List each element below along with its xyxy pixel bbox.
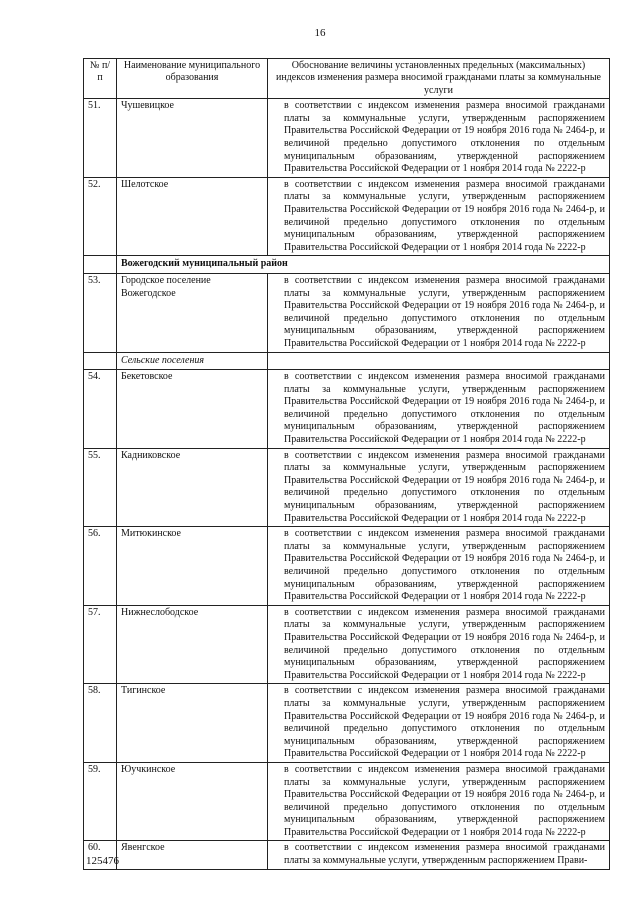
municipality-name: Кадниковское bbox=[117, 448, 268, 527]
subsection-empty bbox=[268, 352, 610, 370]
row-number: 59. bbox=[84, 762, 117, 841]
header-basis: Обоснование величины установленных предельных (максимальных) индексов изменения размера вносимой гражданами платы за коммунальные услуги bbox=[268, 59, 610, 99]
row-number: 60. bbox=[84, 841, 117, 869]
row-number: 51. bbox=[84, 99, 117, 178]
basis-cell bbox=[268, 448, 610, 527]
table-row bbox=[84, 605, 610, 684]
basis-text: в соответствии с индексом изменения размера вносимой гражданами платы за коммунальные услуги, утвержденным распоряжением Правительства Российской Федерации от 19 ноября 2016 года № 2464-р, и величиной предельно допустимого отклонения по отдельным муниципальным образованиям, утвержденной распоряжением Правительства Российской Федерации от 1 ноября 2014 года № 2222-р bbox=[284, 685, 605, 760]
basis-cell bbox=[268, 273, 610, 352]
municipality-name: Явенгское bbox=[117, 841, 268, 869]
table-header-row bbox=[84, 59, 610, 99]
basis-cell bbox=[268, 605, 610, 684]
tariff-index-table bbox=[83, 58, 610, 870]
table-row bbox=[84, 273, 610, 352]
section-title: Вожегодский муниципальный район bbox=[117, 256, 610, 274]
row-number: 54. bbox=[84, 370, 117, 449]
section-row bbox=[84, 256, 610, 274]
basis-cell bbox=[268, 841, 610, 869]
basis-cell bbox=[268, 684, 610, 763]
header-municipality: Наименование муниципального образования bbox=[117, 59, 268, 99]
basis-text: в соответствии с индексом изменения размера вносимой гражданами платы за коммунальные услуги, утвержденным распоряжением Правительства Российской Федерации от 19 ноября 2016 года № 2464-р, и величиной предельно допустимого отклонения по отдельным муниципальным образованиям, утвержденной распоряжением Правительства Российской Федерации от 1 ноября 2014 года № 2222-р bbox=[284, 274, 605, 349]
basis-text: в соответствии с индексом изменения размера вносимой гражданами платы за коммунальные услуги, утвержденным распоряжением Прави- bbox=[284, 842, 605, 867]
basis-text: в соответствии с индексом изменения размера вносимой гражданами платы за коммунальные услуги, утвержденным распоряжением Правительства Российской Федерации от 19 ноября 2016 года № 2464-р, и величиной предельно допустимого отклонения по отдельным муниципальным образованиям, утвержденной распоряжением Правительства Российской Федерации от 1 ноября 2014 года № 2222-р bbox=[284, 449, 605, 524]
table-body bbox=[84, 99, 610, 869]
subsection-spacer bbox=[84, 352, 117, 370]
row-number: 53. bbox=[84, 273, 117, 352]
basis-cell bbox=[268, 527, 610, 606]
section-spacer bbox=[84, 256, 117, 274]
basis-cell bbox=[268, 762, 610, 841]
municipality-name: Бекетовское bbox=[117, 370, 268, 449]
document-code: 125476 bbox=[86, 855, 119, 867]
row-number: 57. bbox=[84, 605, 117, 684]
table-row bbox=[84, 841, 610, 869]
page-number: 16 bbox=[314, 27, 326, 39]
table-row bbox=[84, 99, 610, 178]
basis-text: в соответствии с индексом изменения размера вносимой гражданами платы за коммунальные услуги, утвержденным распоряжением Правительства Российской Федерации от 19 ноября 2016 года № 2464-р, и величиной предельно допустимого отклонения по отдельным муниципальным образованиям, утвержденной распоряжением Правительства Российской Федерации от 1 ноября 2014 года № 2222-р bbox=[284, 763, 605, 838]
municipality-name: Тигинское bbox=[117, 684, 268, 763]
municipality-name: Юучкинское bbox=[117, 762, 268, 841]
basis-text: в соответствии с индексом изменения размера вносимой гражданами платы за коммунальные услуги, утвержденным распоряжением Правительства Российской Федерации от 19 ноября 2016 года № 2464-р, и величиной предельно допустимого отклонения по отдельным муниципальным образованиям, утвержденной распоряжением Правительства Российской Федерации от 1 ноября 2014 года № 2222-р bbox=[284, 178, 605, 253]
municipality-name: Городское поселение Вожегодское bbox=[117, 273, 268, 352]
table-row bbox=[84, 448, 610, 527]
basis-cell bbox=[268, 177, 610, 256]
table-row bbox=[84, 527, 610, 606]
municipality-name: Чушевицкое bbox=[117, 99, 268, 178]
row-number: 56. bbox=[84, 527, 117, 606]
table-row bbox=[84, 762, 610, 841]
basis-text: в соответствии с индексом изменения размера вносимой гражданами платы за коммунальные услуги, утвержденным распоряжением Правительства Российской Федерации от 19 ноября 2016 года № 2464-р, и величиной предельно допустимого отклонения по отдельным муниципальным образованиям, утвержденной распоряжением Правительства Российской Федерации от 1 ноября 2014 года № 2222-р bbox=[284, 606, 605, 681]
row-number: 55. bbox=[84, 448, 117, 527]
municipality-name: Митюкинское bbox=[117, 527, 268, 606]
row-number: 52. bbox=[84, 177, 117, 256]
subsection-title: Сельские поселения bbox=[117, 352, 268, 370]
municipality-name: Шелотское bbox=[117, 177, 268, 256]
basis-cell bbox=[268, 99, 610, 178]
table-row bbox=[84, 684, 610, 763]
basis-text: в соответствии с индексом изменения размера вносимой гражданами платы за коммунальные услуги, утвержденным распоряжением Правительства Российской Федерации от 19 ноября 2016 года № 2464-р, и величиной предельно допустимого отклонения по отдельным муниципальным образованиям, утвержденной распоряжением Правительства Российской Федерации от 1 ноября 2014 года № 2222-р bbox=[284, 371, 605, 446]
header-number: № п/п bbox=[84, 59, 117, 99]
table-row bbox=[84, 177, 610, 256]
municipality-name: Нижнеслободское bbox=[117, 605, 268, 684]
basis-text: в соответствии с индексом изменения размера вносимой гражданами платы за коммунальные услуги, утвержденным распоряжением Правительства Российской Федерации от 19 ноября 2016 года № 2464-р, и величиной предельно допустимого отклонения по отдельным муниципальным образованиям, утвержденной распоряжением Правительства Российской Федерации от 1 ноября 2014 года № 2222-р bbox=[284, 100, 605, 175]
row-number: 58. bbox=[84, 684, 117, 763]
basis-text: в соответствии с индексом изменения размера вносимой гражданами платы за коммунальные услуги, утвержденным распоряжением Правительства Российской Федерации от 19 ноября 2016 года № 2464-р, и величиной предельно допустимого отклонения по отдельным муниципальным образованиям, утвержденной распоряжением Правительства Российской Федерации от 1 ноября 2014 года № 2222-р bbox=[284, 528, 605, 603]
basis-cell bbox=[268, 370, 610, 449]
table-row bbox=[84, 370, 610, 449]
subsection-row bbox=[84, 352, 610, 370]
